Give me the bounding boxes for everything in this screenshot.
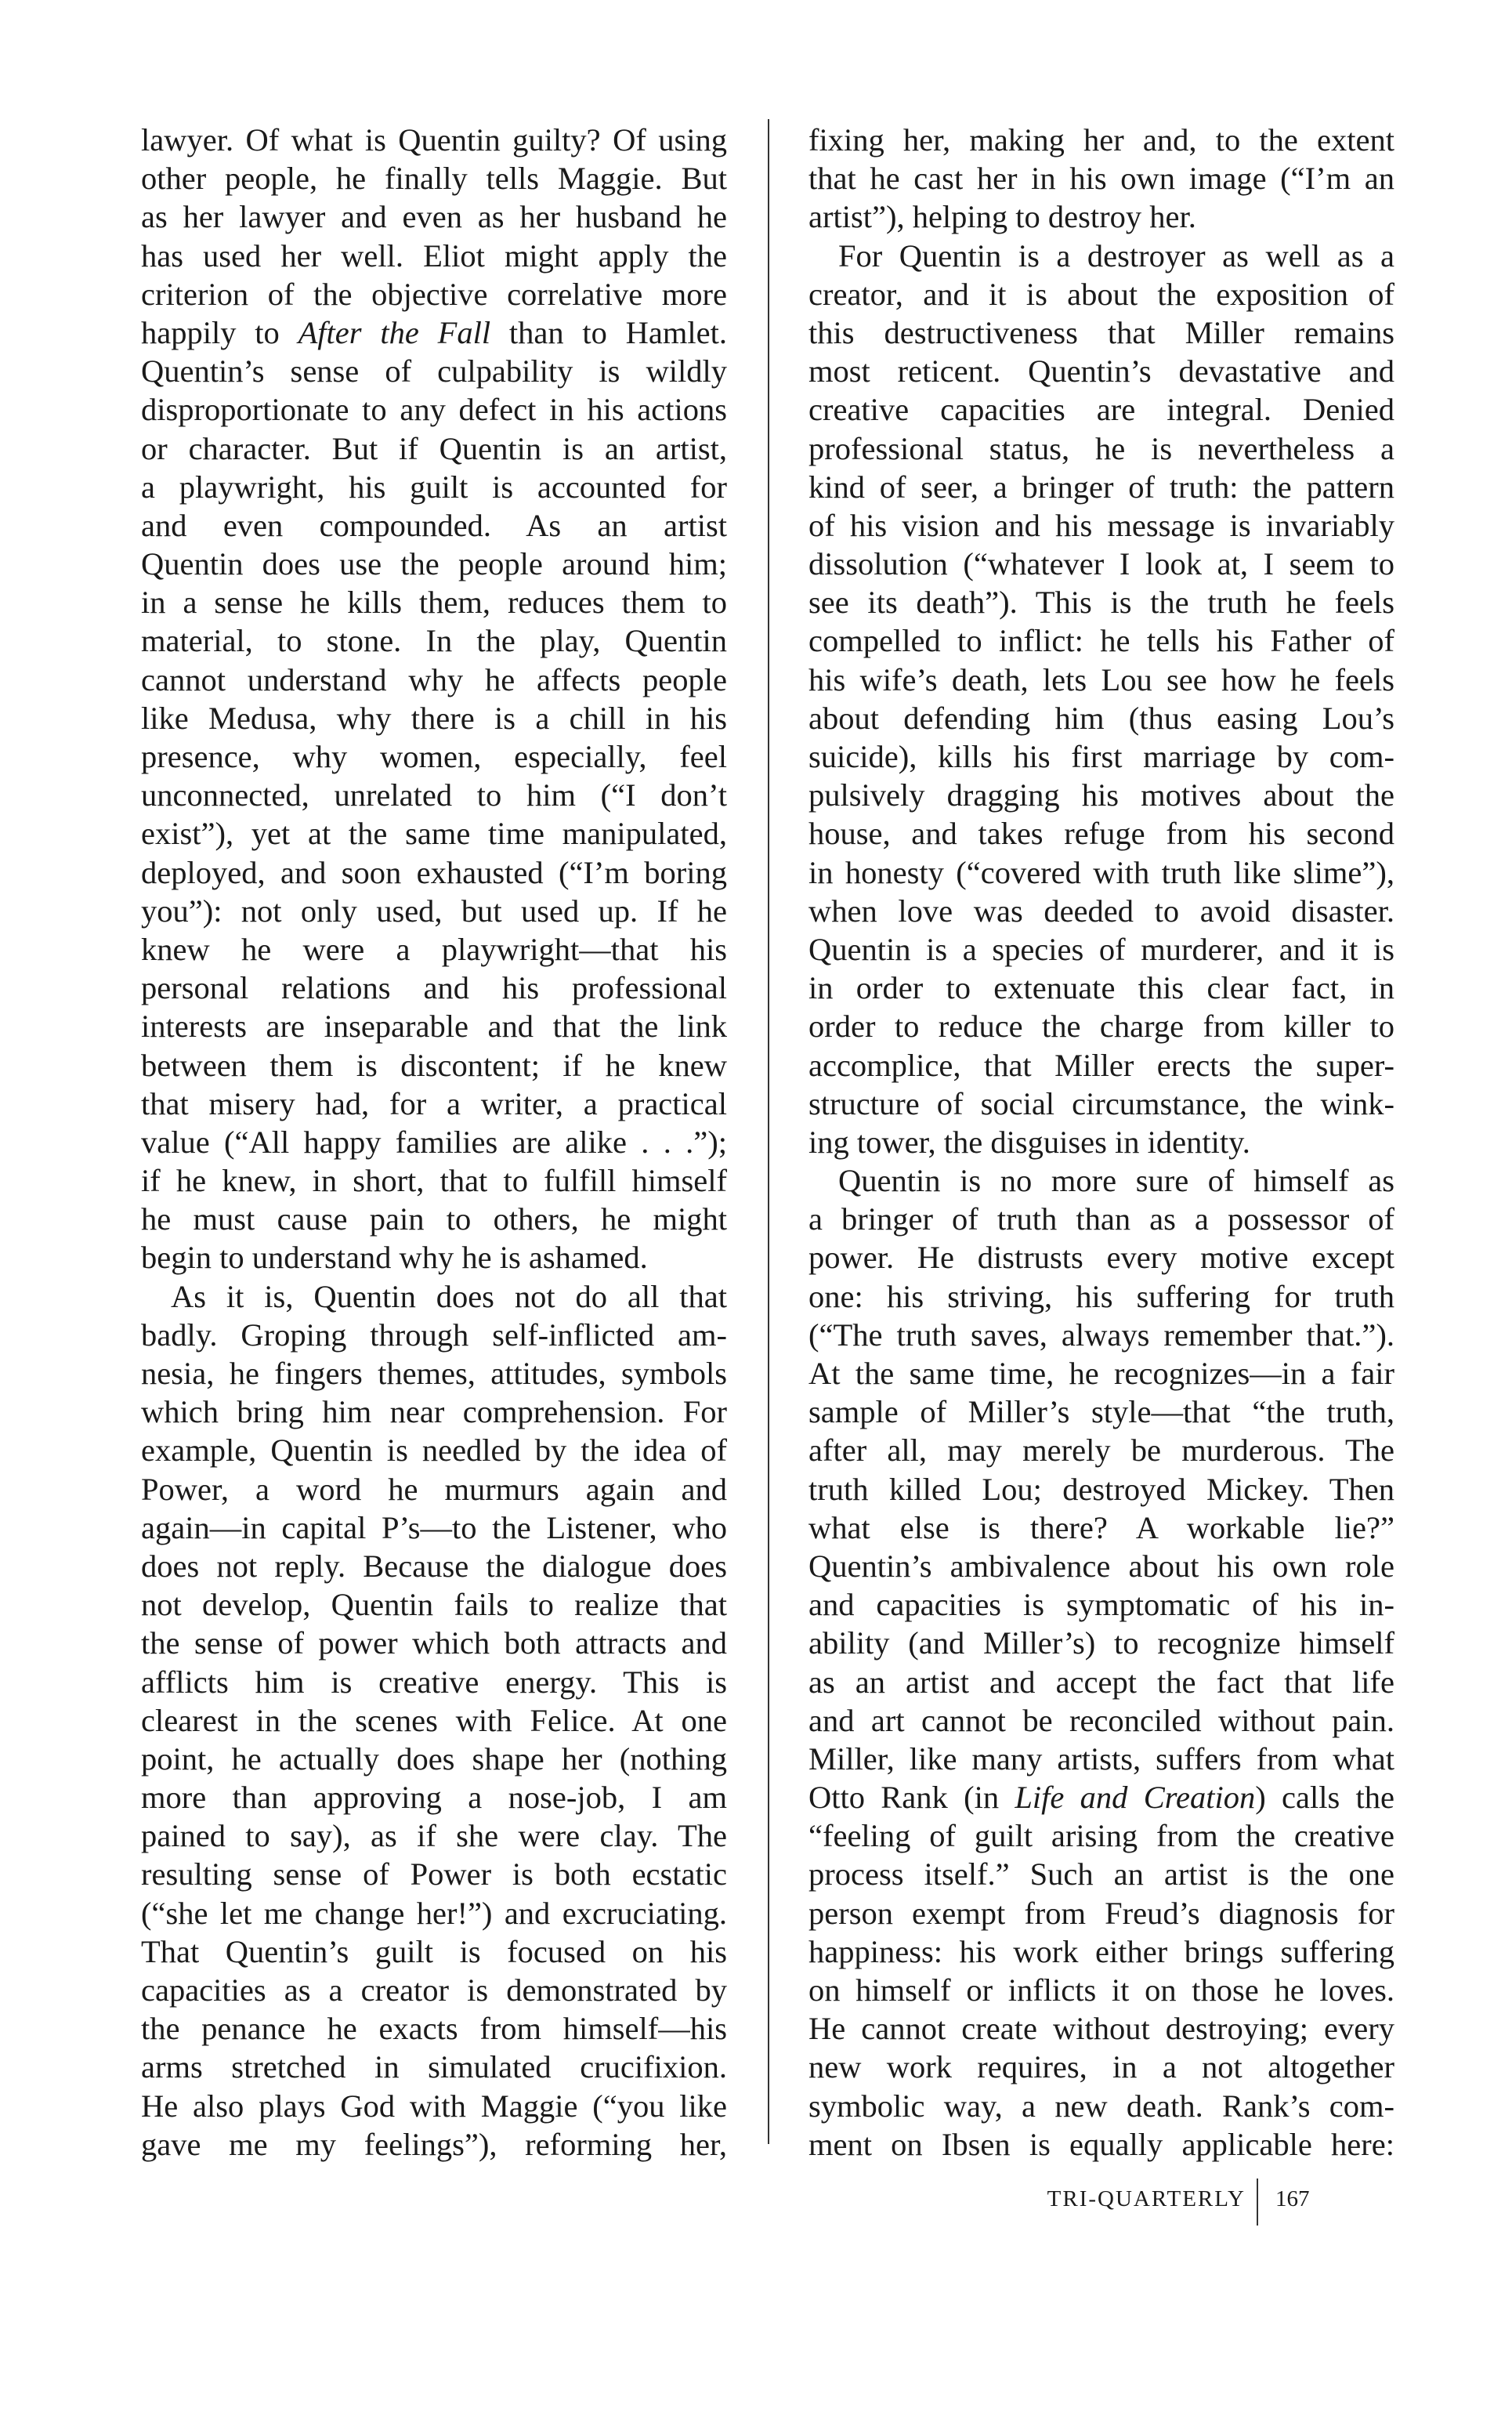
- text-line: as her lawyer and even as her husband he: [141, 199, 727, 235]
- text-line: compelled to inflict: he tells his Father of: [808, 623, 1394, 659]
- text-line: presence, why women, especially, feel: [141, 739, 727, 774]
- page-number: 167: [1275, 2186, 1310, 2211]
- text-line: For Quentin is a destroyer as well as a: [838, 237, 1394, 273]
- text-line: [808, 1778, 1394, 1816]
- text-line: fixing her, making her and, to the extent: [808, 122, 1394, 158]
- text-line: see its death”). This is the truth he feels: [808, 585, 1394, 621]
- text-line: That Quentin’s guilt is focused on his: [141, 1933, 727, 1969]
- text-line: after all, may merely be murderous. The: [808, 1432, 1394, 1469]
- text-line: sample of Miller’s style—that “the truth,: [808, 1394, 1394, 1430]
- text-line: gave me my feelings”), reforming her,: [141, 2126, 727, 2162]
- text-line: capacities as a creator is demonstrated by: [141, 1972, 727, 2008]
- text-line: At the same time, he recognizes—in a fair: [808, 1356, 1394, 1391]
- text-line: other people, he finally tells Maggie. But: [141, 161, 727, 197]
- text-line: one: his striving, his suffering for truth: [808, 1278, 1394, 1314]
- text-line: a bringer of truth than as a possessor of: [808, 1201, 1394, 1237]
- text-line: that misery had, for a writer, a practical: [141, 1085, 727, 1121]
- text-line: (“The truth saves, always remember that.”).: [808, 1317, 1394, 1353]
- text-segment: than to Hamlet.: [490, 314, 728, 350]
- text-line: the sense of power which both attracts and: [141, 1625, 727, 1661]
- text-line: suicide), kills his first marriage by com-: [808, 739, 1394, 774]
- text-line: between them is discontent; if he knew: [141, 1047, 727, 1083]
- column-divider: [768, 119, 769, 2144]
- left-column: [141, 121, 727, 2164]
- text-line: disproportionate to any defect in his actions: [141, 392, 727, 428]
- text-line: He cannot create without destroying; every: [808, 2011, 1394, 2047]
- text-line: and capacities is symptomatic of his in-: [808, 1587, 1394, 1623]
- text-line: the penance he exacts from himself—his: [141, 2011, 727, 2047]
- text-line: Quentin’s ambivalence about his own role: [808, 1548, 1394, 1584]
- text-line: “feeling of guilt arising from the creative: [808, 1818, 1394, 1854]
- text-line: structure of social circumstance, the wink-: [808, 1085, 1394, 1121]
- text-line: house, and takes refuge from his second: [808, 816, 1394, 852]
- text-segment: ) calls the: [1255, 1780, 1395, 1816]
- text-line: (“she let me change her!”) and excruciating.: [141, 1895, 727, 1931]
- text-line: Quentin is a species of murderer, and it is: [808, 931, 1394, 967]
- text-line: and art cannot be reconciled without pain.: [808, 1702, 1394, 1738]
- text-line: kind of seer, a bringer of truth: the pattern: [808, 469, 1394, 505]
- text-line: creative capacities are integral. Denied: [808, 392, 1394, 428]
- text-line: not develop, Quentin fails to realize that: [141, 1587, 727, 1623]
- text-line: material, to stone. In the play, Quentin: [141, 623, 727, 659]
- text-line: He also plays God with Maggie (“you like: [141, 2088, 727, 2124]
- text-line: of his vision and his message is invariably: [808, 507, 1394, 543]
- text-line: happiness: his work either brings suffering: [808, 1933, 1394, 1969]
- text-line: professional status, he is nevertheless a: [808, 430, 1394, 466]
- text-line: ing tower, the disguises in identity.: [808, 1124, 1250, 1160]
- text-line: that he cast her in his own image (“I’m an: [808, 161, 1394, 197]
- text-line: artist”), helping to destroy her.: [808, 199, 1196, 235]
- text-line: knew he were a playwright—that his: [141, 931, 727, 967]
- text-line: dissolution (“whatever I look at, I seem to: [808, 546, 1394, 582]
- text-segment: happily to: [141, 314, 298, 350]
- text-line: his wife’s death, lets Lou see how he feels: [808, 661, 1394, 697]
- text-line: unconnected, unrelated to him (“I don’t: [141, 777, 727, 813]
- text-line: most reticent. Quentin’s devastative and: [808, 353, 1394, 389]
- text-line: or character. But if Quentin is an artist,: [141, 430, 727, 466]
- text-line: when love was deeded to avoid disaster.: [808, 893, 1394, 929]
- text-line: deployed, and soon exhausted (“I’m boring: [141, 854, 727, 890]
- text-line: as an artist and accept the fact that life: [808, 1664, 1394, 1700]
- text-line: order to reduce the charge from killer to: [808, 1009, 1394, 1045]
- text-line: resulting sense of Power is both ecstatic: [141, 1856, 727, 1892]
- text-line: in honesty (“covered with truth like slime”),: [808, 854, 1394, 890]
- text-line: this destructiveness that Miller remains: [808, 314, 1394, 350]
- text-line: which bring him near comprehension. For: [141, 1394, 727, 1430]
- text-line: ment on Ibsen is equally applicable here:: [808, 2126, 1394, 2162]
- text-line: what else is there? A workable lie?”: [808, 1509, 1394, 1545]
- text-line: clearest in the scenes with Felice. At one: [141, 1702, 727, 1738]
- text-line: Quentin does use the people around him;: [141, 546, 727, 582]
- text-line: does not reply. Because the dialogue does: [141, 1548, 727, 1584]
- text-line: exist”), yet at the same time manipulated,: [141, 816, 727, 852]
- text-line: again—in capital P’s—to the Listener, who: [141, 1509, 727, 1545]
- text-line: on himself or inflicts it on those he loves.: [808, 1972, 1394, 2008]
- journal-title: TRI-QUARTERLY: [1047, 2186, 1246, 2211]
- text-line: Quentin is no more sure of himself as: [838, 1163, 1394, 1199]
- italic-title: After the Fall: [298, 314, 491, 350]
- text-line: process itself.” Such an artist is the one: [808, 1856, 1394, 1892]
- text-line: about defending him (thus easing Lou’s: [808, 700, 1394, 736]
- text-line: Quentin’s sense of culpability is wildly: [141, 353, 727, 389]
- text-segment: Otto Rank (in: [808, 1780, 1015, 1816]
- text-line: more than approving a nose-job, I am: [141, 1780, 727, 1816]
- text-line: begin to understand why he is ashamed.: [141, 1240, 648, 1276]
- text-line: lawyer. Of what is Quentin guilty? Of using: [141, 122, 727, 158]
- text-line: he must cause pain to others, he might: [141, 1201, 727, 1237]
- right-column: [808, 121, 1394, 2164]
- text-line: nesia, he fingers themes, attitudes, symbols: [141, 1356, 727, 1391]
- text-line: truth killed Lou; destroyed Mickey. Then: [808, 1471, 1394, 1507]
- text-line: interests are inseparable and that the link: [141, 1009, 727, 1045]
- text-line: has used her well. Eliot might apply the: [141, 237, 727, 273]
- text-line: criterion of the objective correlative more: [141, 276, 727, 312]
- italic-title: Life and Creation: [1015, 1780, 1256, 1816]
- text-line: As it is, Quentin does not do all that: [171, 1278, 727, 1314]
- text-line: in a sense he kills them, reduces them to: [141, 585, 727, 621]
- text-line: badly. Groping through self-inflicted am-: [141, 1317, 727, 1353]
- text-line: symbolic way, a new death. Rank’s com-: [808, 2088, 1394, 2124]
- text-line: in order to extenuate this clear fact, in: [808, 970, 1394, 1006]
- text-line: pulsively dragging his motives about the: [808, 777, 1394, 813]
- text-line: [141, 313, 727, 352]
- footer-divider: [1257, 2179, 1258, 2226]
- text-line: you”): not only used, but used up. If he: [141, 893, 727, 929]
- text-line: afflicts him is creative energy. This is: [141, 1664, 727, 1700]
- text-line: personal relations and his professional: [141, 970, 727, 1006]
- text-line: like Medusa, why there is a chill in his: [141, 700, 727, 736]
- text-line: Miller, like many artists, suffers from what: [808, 1740, 1394, 1777]
- text-line: accomplice, that Miller erects the super-: [808, 1047, 1394, 1083]
- text-line: value (“All happy families are alike . . .”);: [141, 1124, 727, 1160]
- text-line: arms stretched in simulated crucifixion.: [141, 2049, 727, 2085]
- text-line: pained to say), as if she were clay. The: [141, 1818, 727, 1854]
- text-line: ability (and Miller’s) to recognize himself: [808, 1625, 1394, 1661]
- text-line: point, he actually does shape her (nothing: [141, 1740, 727, 1777]
- text-line: new work requires, in a not altogether: [808, 2049, 1394, 2085]
- text-line: cannot understand why he affects people: [141, 661, 727, 697]
- text-line: creator, and it is about the exposition of: [808, 276, 1394, 312]
- text-line: and even compounded. As an artist: [141, 507, 727, 543]
- text-line: power. He distrusts every motive except: [808, 1240, 1394, 1276]
- text-line: a playwright, his guilt is accounted for: [141, 469, 727, 505]
- text-line: example, Quentin is needled by the idea of: [141, 1432, 727, 1469]
- text-line: person exempt from Freud’s diagnosis for: [808, 1895, 1394, 1931]
- text-line: Power, a word he murmurs again and: [141, 1471, 727, 1507]
- text-line: if he knew, in short, that to fulfill himself: [141, 1163, 727, 1199]
